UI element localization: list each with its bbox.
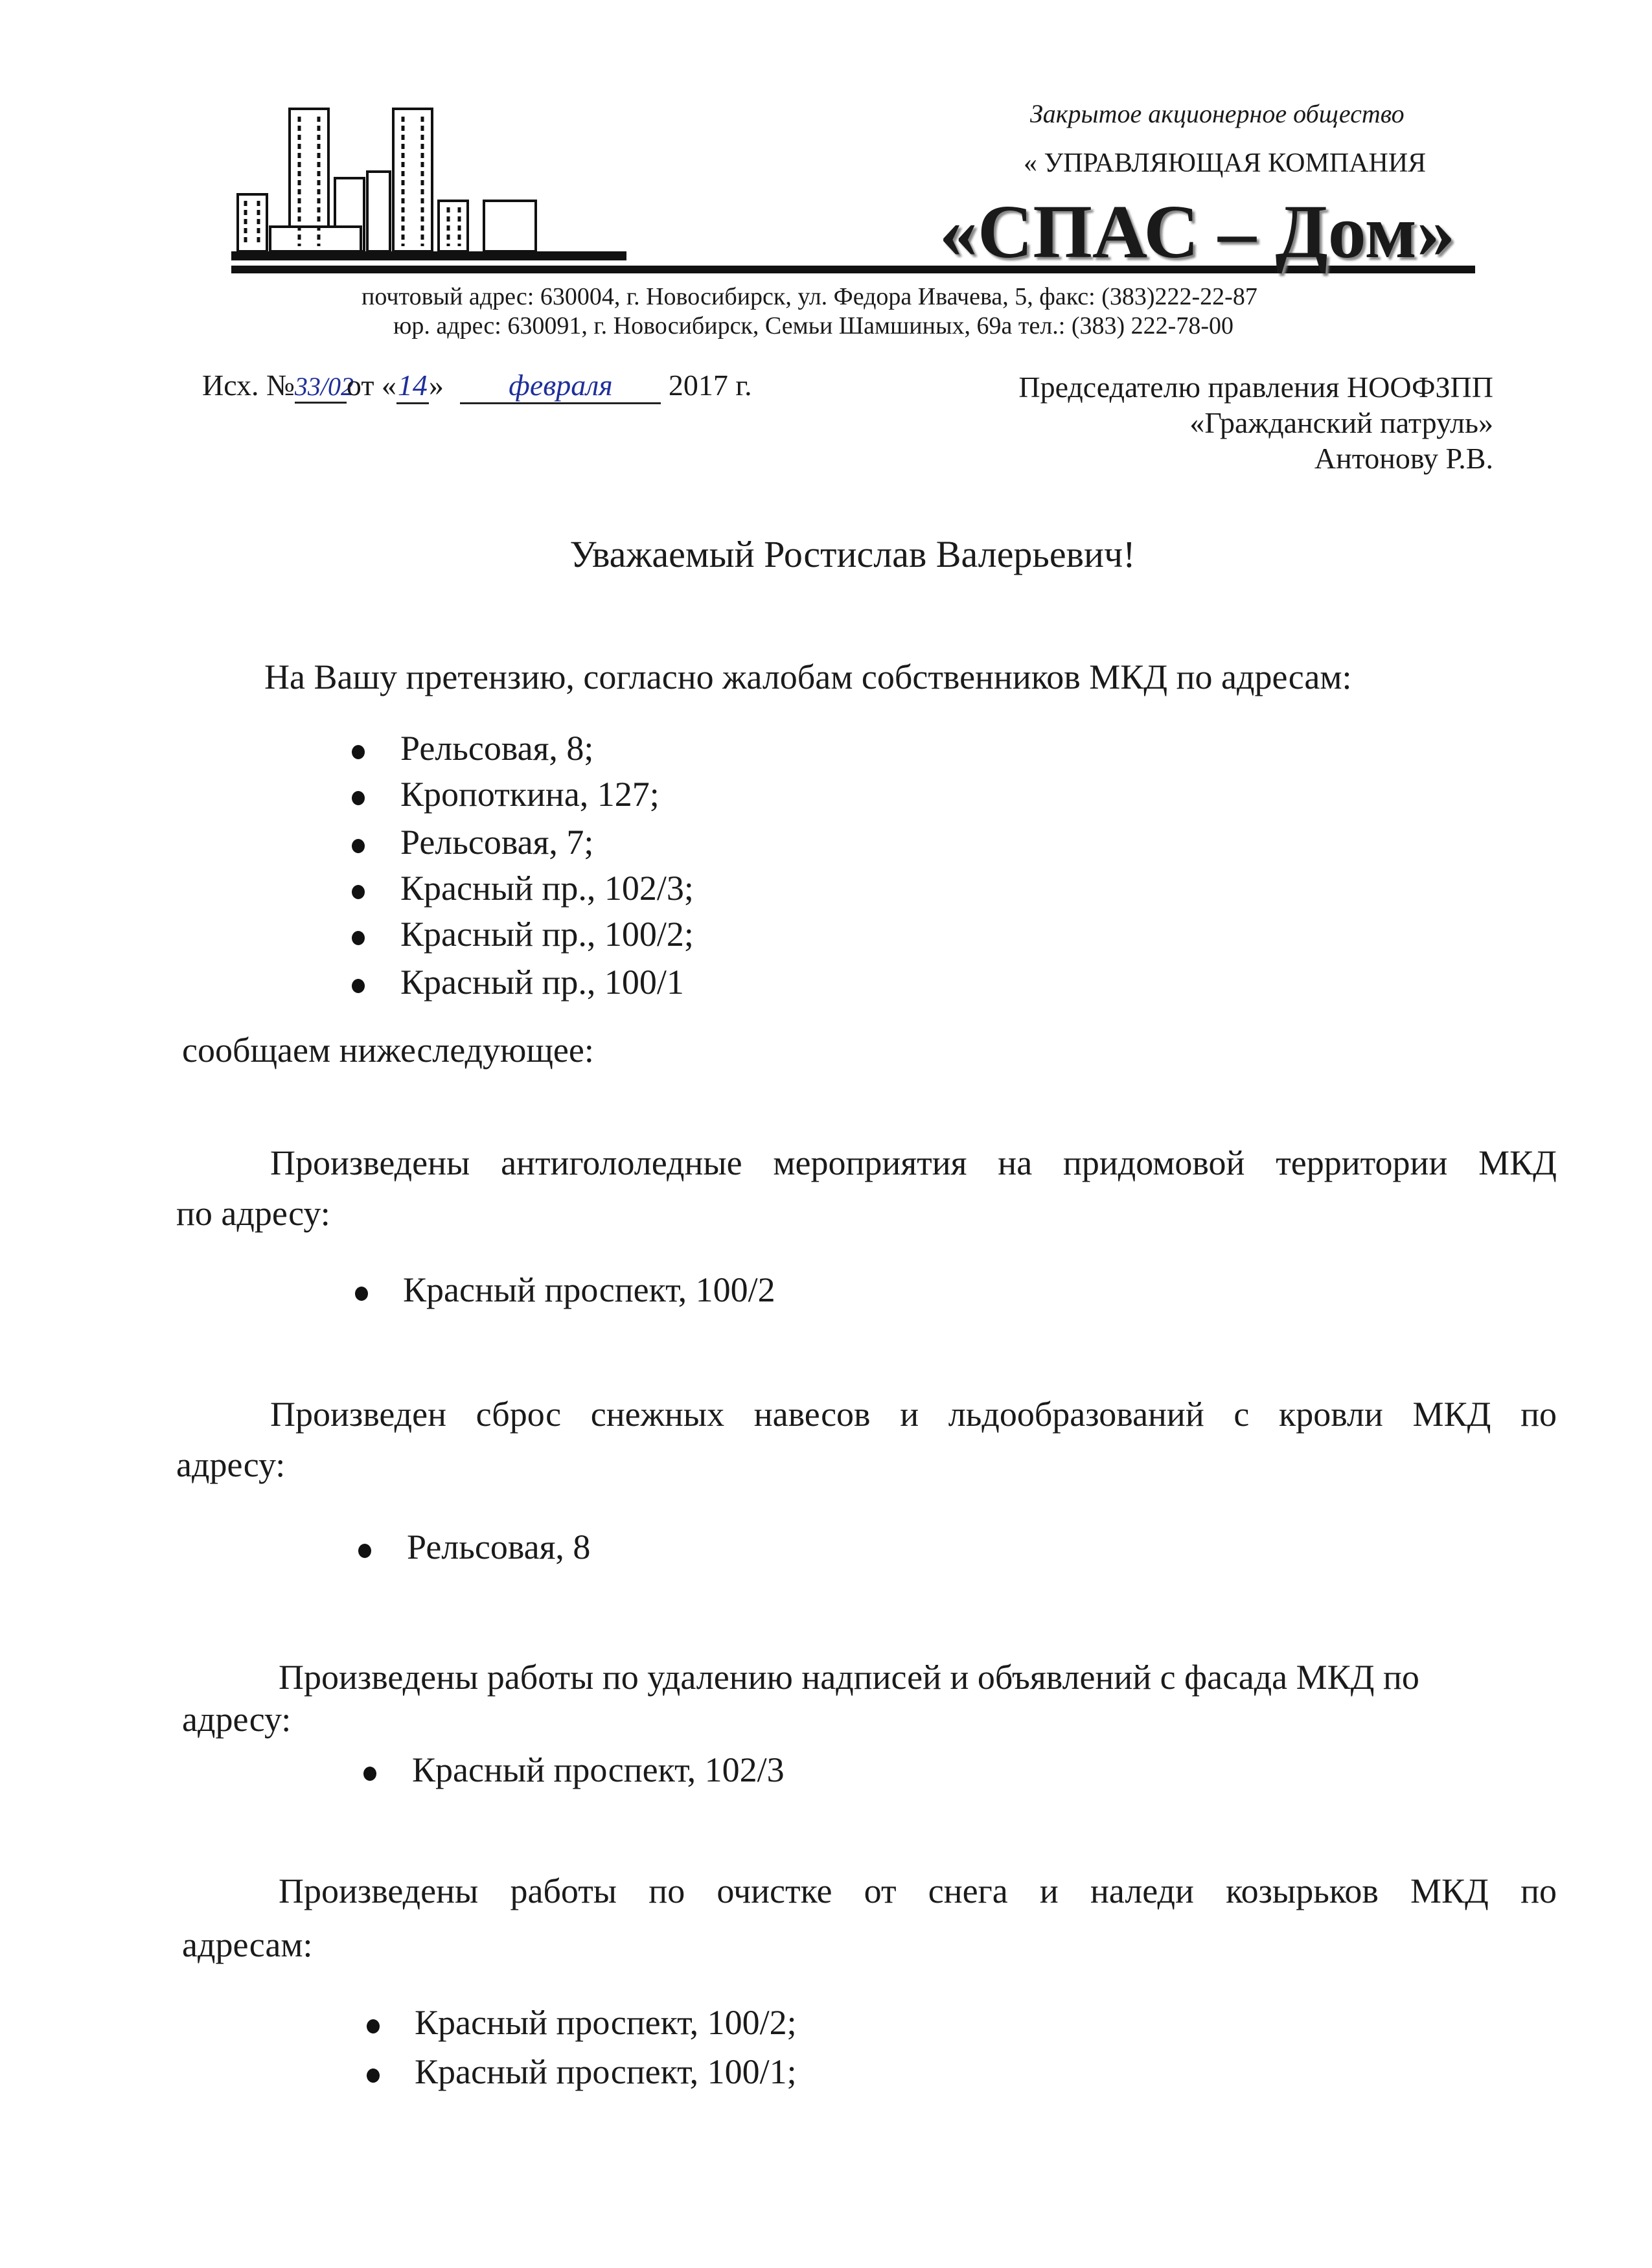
report-intro: сообщаем нижеследующее:: [182, 1031, 594, 1070]
section-4-text: Произведены работы по очистке от снега и наледи козырьков МКД по: [279, 1872, 1557, 1910]
company-type: Закрытое акционерное общество: [1030, 99, 1405, 128]
bullet-icon: [358, 1544, 371, 1558]
ref-prefix: Исх. №: [202, 369, 295, 402]
bullet-icon: [363, 1767, 376, 1781]
list-item: Рельсовая, 7;: [400, 823, 594, 862]
addressee-line3: Антонову Р.В.: [1314, 442, 1493, 475]
section-1-text-cont: по адресу:: [176, 1194, 330, 1233]
bullet-icon: [355, 1287, 368, 1301]
postal-address: почтовый адрес: 630004, г. Новосибирск, ул. Федора Ивачева, 5, факс: (383)222-22-87: [361, 283, 1257, 310]
legal-address: юр. адрес: 630091, г. Новосибирск, Семьи Шамшиных, 69а тел.: (383) 222-78-00: [393, 312, 1233, 339]
ref-year: 2017 г.: [668, 369, 752, 402]
bullet-icon: [367, 2019, 380, 2033]
list-item: Рельсовая, 8;: [400, 729, 594, 768]
bullet-icon: [352, 791, 365, 805]
greeting: Уважаемый Ростислав Валерьевич!: [569, 533, 1136, 575]
list-item: Рельсовая, 8: [407, 1528, 591, 1566]
city-buildings-logo: [231, 97, 626, 272]
company-line: « УПРАВЛЯЮЩАЯ КОМПАНИЯ: [1024, 148, 1427, 178]
bullet-icon: [352, 931, 365, 945]
list-item: Кропоткина, 127;: [400, 775, 660, 814]
section-3-text: Произведены работы по удалению надписей и объявлений с фасада МКД по: [279, 1658, 1419, 1697]
company-name: «СПАС – Дом»: [939, 189, 1455, 274]
ref-day: 14: [396, 368, 429, 404]
bullet-icon: [352, 885, 365, 899]
addressee-line2: «Гражданский патруль»: [1189, 406, 1493, 439]
reference-line: [202, 368, 752, 404]
list-item: Красный проспект, 100/2;: [415, 2003, 797, 2042]
list-item: Красный проспект, 100/1;: [415, 2052, 797, 2091]
bullet-icon: [352, 839, 365, 853]
ref-from: от «: [346, 369, 396, 402]
list-item: Красный проспект, 100/2: [403, 1270, 775, 1309]
intro-text: На Вашу претензию, согласно жалобам собственников МКД по адресам:: [264, 658, 1352, 696]
section-2-text-cont: адресу:: [176, 1445, 286, 1484]
section-4-text-cont: адресам:: [182, 1925, 313, 1964]
bullet-icon: [367, 2068, 380, 2083]
addressee-line1: Председателю правления НООФЗПП: [1018, 371, 1493, 404]
list-item: Красный пр., 100/2;: [400, 915, 694, 954]
ref-month: февраля: [460, 368, 661, 404]
bullet-icon: [352, 979, 365, 993]
section-2-text: Произведен сброс снежных навесов и льдообразований с кровли МКД по: [270, 1395, 1557, 1434]
section-3-text-cont: адресу:: [182, 1700, 292, 1739]
bullet-icon: [352, 745, 365, 759]
list-item: Красный пр., 102/3;: [400, 869, 694, 908]
ref-close-quote: »: [428, 369, 444, 402]
ref-number: 33/02: [295, 371, 347, 404]
addressee-block: [1018, 369, 1493, 476]
list-item: Красный пр., 100/1: [400, 963, 684, 1002]
section-1-text: Произведены антигололедные мероприятия на придомовой территории МКД: [270, 1143, 1557, 1182]
list-item: Красный проспект, 102/3: [412, 1750, 785, 1789]
